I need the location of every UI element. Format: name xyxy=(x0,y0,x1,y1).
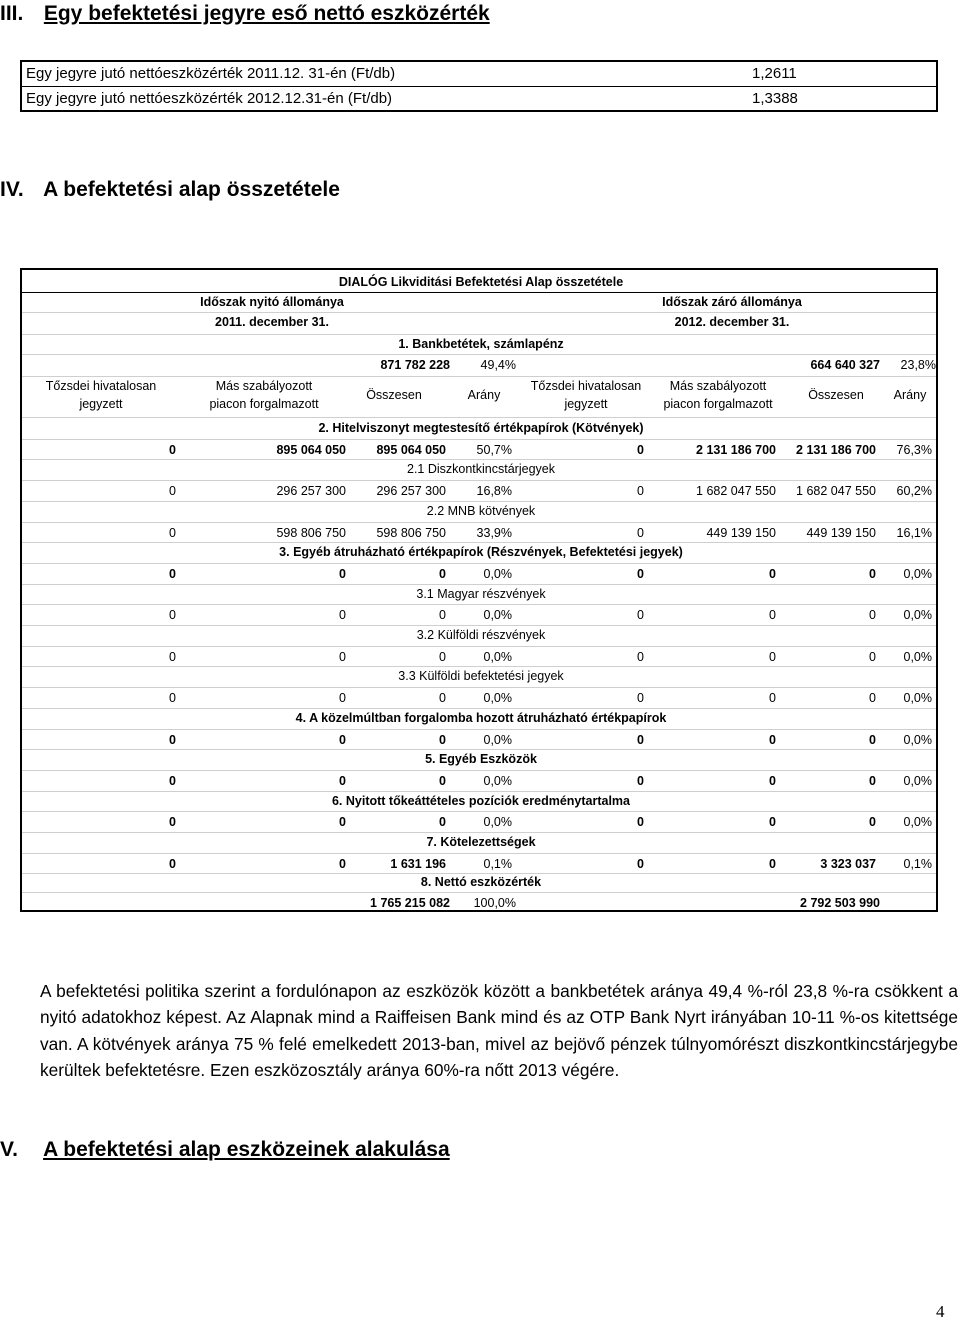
open-period-label: Időszak nyitó állománya xyxy=(200,295,344,309)
table-cell: 3 323 037 xyxy=(820,856,876,871)
table-cell: 0 xyxy=(637,649,644,664)
col-header-line: Tőzsdei hivatalosan xyxy=(45,379,157,393)
bank-close-ratio: 23,8% xyxy=(900,358,936,372)
table-cell: 0,0% xyxy=(483,732,512,747)
table-cell: 0 xyxy=(169,732,176,747)
table-cell: 0 xyxy=(869,773,876,788)
table-cell: 0 xyxy=(869,649,876,664)
table-cell: 0,0% xyxy=(903,815,932,830)
section-title: 5. Egyéb Eszközök xyxy=(425,752,537,767)
table-cell: 0 xyxy=(339,566,346,581)
table-cell: 0 xyxy=(439,773,446,788)
col-header-ratio: Arány xyxy=(467,388,501,402)
net-open-total: 1 765 215 082 xyxy=(370,896,450,910)
section-number: III. xyxy=(0,2,24,25)
col-header-exchange-line2: jegyzett xyxy=(79,397,123,411)
table-cell: 16,1% xyxy=(896,525,932,540)
close-period-label: Időszak záró állománya xyxy=(662,295,802,309)
table-cell: 0,0% xyxy=(903,732,932,747)
section-title: 4. A közelmúltban forgalomba hozott átruházható értékpapírok xyxy=(295,710,667,725)
section-number: IV. xyxy=(0,178,24,201)
net-open-ratio: 100,0% xyxy=(473,896,516,910)
section-title: 2. Hitelviszonyt megtestesítő értékpapírok (Kötvények) xyxy=(318,421,644,435)
net-close-total: 2 792 503 990 xyxy=(800,896,880,910)
open-date: 2011. december 31. xyxy=(215,315,329,329)
col-header-regulated-line2: piacon forgalmazott xyxy=(663,397,773,411)
table-cell: 598 806 750 xyxy=(276,525,346,540)
table-cell: 0 xyxy=(169,856,176,871)
table-cell: 0 xyxy=(439,815,446,830)
table-cell: 0 xyxy=(869,691,876,706)
table-cell: 0 xyxy=(439,566,446,581)
table-cell: 0 xyxy=(637,566,644,581)
section-number: V. xyxy=(0,1138,18,1161)
table-cell: 1 682 047 550 xyxy=(796,484,876,499)
net-asset-value-box xyxy=(20,60,938,112)
table-cell: 0 xyxy=(339,649,346,664)
table-cell: 895 064 050 xyxy=(376,442,446,457)
table-cell: 0 xyxy=(637,856,644,871)
table-cell: 0 xyxy=(439,691,446,706)
table-cell: 0 xyxy=(769,691,776,706)
table-cell: 0 xyxy=(169,773,176,788)
table-cell: 0 xyxy=(169,525,176,540)
table-cell: 0,1% xyxy=(903,856,932,871)
section-title: A befektetési alap összetétele xyxy=(43,178,340,201)
table-cell: 0 xyxy=(637,773,644,788)
table-cell: 296 257 300 xyxy=(276,484,346,499)
table-cell: 0 xyxy=(169,442,176,457)
table-cell: 0,0% xyxy=(903,608,932,623)
page-number: 4 xyxy=(936,1302,945,1321)
table-cell: 0 xyxy=(637,484,644,499)
composition-table xyxy=(20,268,938,912)
table-cell: 0,0% xyxy=(483,566,512,581)
table-cell: 0 xyxy=(339,691,346,706)
table-cell: 0,1% xyxy=(483,856,512,871)
table-title: DIALÓG Likviditási Befektetési Alap összetétele xyxy=(338,275,624,289)
table-cell: 0,0% xyxy=(483,815,512,830)
table-cell: 0 xyxy=(869,608,876,623)
section-title: A befektetési alap eszközeinek alakulása xyxy=(43,1138,450,1161)
paragraph-text: A befektetési politika szerint a fordulónapon az eszközök között a bankbetétek aránya 49,4 %-ról 23,8 %-ra csökkent a nyitó adatokhoz képest. Az Alapnak mind a Raiffeisen Bank mind és az OTP Bank Nyrt irányában 10-11 %-os kitettsége van. A kötvények aránya 75 % felé emelkedett 2013-ban, mivel az bejövő pénzek túlnyomórészt diszkontkincstárjegybe kerültek befektetésre. Ezen eszközosztály aránya 60%-ra nőtt 2013 végére. xyxy=(40,981,958,1081)
section-3-heading xyxy=(0,2,490,26)
table-cell: 0 xyxy=(339,856,346,871)
table-cell: 0 xyxy=(169,691,176,706)
bank-open-ratio: 49,4% xyxy=(480,358,516,372)
section-title: 3.2 Külföldi részvények xyxy=(416,628,546,642)
table-cell: 1 631 196 xyxy=(390,856,446,871)
table-cell: 0 xyxy=(637,691,644,706)
table-cell: 16,8% xyxy=(476,484,512,499)
table-cell: 50,7% xyxy=(476,442,512,457)
col-header-regulated-line2: piacon forgalmazott xyxy=(209,397,319,411)
section-title: 3.3 Külföldi befektetési jegyek xyxy=(398,669,564,684)
close-date: 2012. december 31. xyxy=(674,315,790,329)
table-cell: 296 257 300 xyxy=(376,484,446,499)
table-cell: 449 139 150 xyxy=(806,525,876,540)
table-cell: 0 xyxy=(869,566,876,581)
table-cell: 1 682 047 550 xyxy=(696,484,776,499)
section-title: 3. Egyéb átruházható értékpapírok (Részvények, Befektetési jegyek) xyxy=(279,545,683,560)
table-cell: 0 xyxy=(637,442,644,457)
table-cell: 2 131 186 700 xyxy=(696,442,776,457)
table-cell: 2 131 186 700 xyxy=(796,442,876,457)
col-header-regulated: Más szabályozott xyxy=(215,379,313,393)
analysis-paragraph xyxy=(40,978,958,1084)
table-cell: 0 xyxy=(339,773,346,788)
table-cell: 33,9% xyxy=(476,525,512,540)
nav-row xyxy=(22,62,936,86)
table-cell: 0 xyxy=(637,525,644,540)
table-cell: 0 xyxy=(339,815,346,830)
table-cell: 0 xyxy=(769,815,776,830)
table-cell: 0 xyxy=(169,815,176,830)
table-cell: 60,2% xyxy=(896,484,932,499)
section-title: 2.1 Diszkontkincstárjegyek xyxy=(407,462,555,477)
table-cell: 0,0% xyxy=(483,608,512,623)
table-cell: 0 xyxy=(169,484,176,499)
bank-section-title: 1. Bankbetétek, számlapénz xyxy=(398,337,564,351)
table-cell: 0,0% xyxy=(903,691,932,706)
section-5-heading xyxy=(0,1138,450,1162)
table-cell: 0 xyxy=(637,815,644,830)
nav-row xyxy=(22,86,936,111)
table-cell: 0 xyxy=(769,608,776,623)
table-cell: 0 xyxy=(869,815,876,830)
table-cell: 0 xyxy=(439,608,446,623)
col-header-exchange xyxy=(22,378,180,394)
table-cell: 0,0% xyxy=(903,566,932,581)
table-cell: 0 xyxy=(169,649,176,664)
section-title: 7. Kötelezettségek xyxy=(426,835,536,849)
nav-value: 1,2611 xyxy=(752,65,797,82)
table-cell: 0 xyxy=(439,732,446,747)
table-cell: 0 xyxy=(339,732,346,747)
table-cell: 0 xyxy=(769,732,776,747)
table-cell: 0,0% xyxy=(483,773,512,788)
nav-label: Egy jegyre jutó nettóeszközérték 2012.12.31-én (Ft/db) xyxy=(26,90,393,107)
nav-value: 1,3388 xyxy=(752,90,798,107)
table-cell: 0 xyxy=(169,608,176,623)
table-cell: 598 806 750 xyxy=(376,525,446,540)
table-cell: 0,0% xyxy=(903,773,932,788)
col-header-total: Összesen xyxy=(366,388,422,402)
bank-close-total: 664 640 327 xyxy=(810,358,880,372)
table-cell: 0 xyxy=(169,566,176,581)
table-cell: 0,0% xyxy=(483,649,512,664)
nav-label: Egy jegyre jutó nettóeszközérték 2011.12. 31-én (Ft/db) xyxy=(26,65,396,82)
section-title: 6. Nyitott tőkeáttételes pozíciók eredménytartalma xyxy=(331,793,630,808)
table-cell: 0 xyxy=(769,856,776,871)
table-cell: 0 xyxy=(637,732,644,747)
section-title: 2.2 MNB kötvények xyxy=(426,503,536,518)
table-cell: 76,3% xyxy=(896,442,932,457)
col-header-regulated: Más szabályozott xyxy=(669,379,767,393)
section-4-heading xyxy=(0,178,340,202)
net-section-title: 8. Nettó eszközérték xyxy=(420,875,542,889)
table-cell: 0 xyxy=(869,732,876,747)
table-cell: 0 xyxy=(769,773,776,788)
col-header-total: Összesen xyxy=(808,388,864,402)
table-cell: 0 xyxy=(637,608,644,623)
table-cell: 0,0% xyxy=(903,649,932,664)
table-cell: 0 xyxy=(769,566,776,581)
table-cell: 895 064 050 xyxy=(276,442,346,457)
table-cell: 0 xyxy=(339,608,346,623)
table-cell: 449 139 150 xyxy=(706,525,776,540)
col-header-ratio: Arány xyxy=(893,388,927,402)
table-cell: 0 xyxy=(769,649,776,664)
col-header-exchange: Tőzsdei hivatalosan xyxy=(530,379,642,393)
section-title: Egy befektetési jegyre eső nettó eszközérték xyxy=(43,2,490,25)
bank-open-total: 871 782 228 xyxy=(380,358,450,372)
table-cell: 0 xyxy=(439,649,446,664)
section-title: 3.1 Magyar részvények xyxy=(416,586,546,601)
col-header-exchange-line2: jegyzett xyxy=(564,397,608,411)
table-cell: 0,0% xyxy=(483,691,512,706)
